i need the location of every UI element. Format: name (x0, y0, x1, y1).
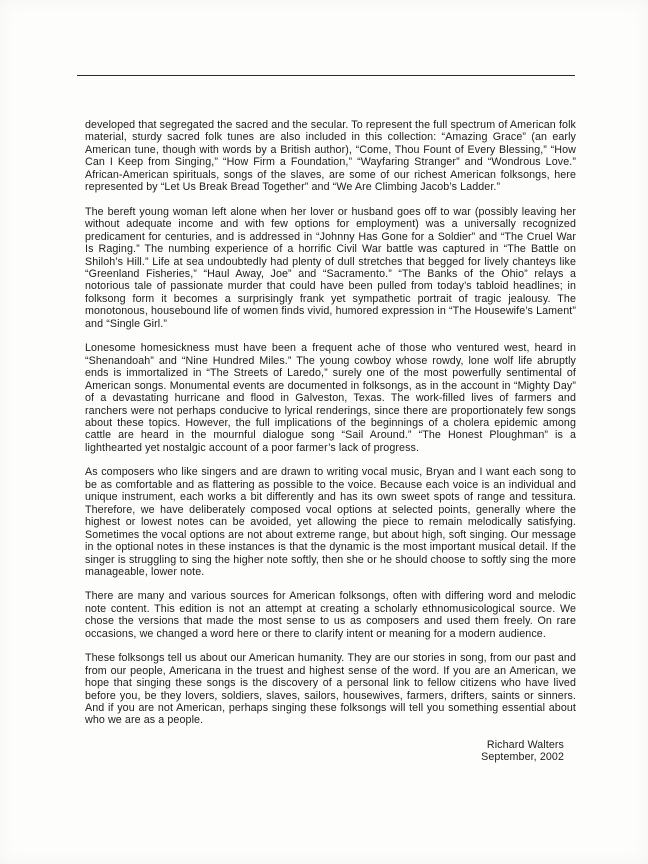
body-paragraph: There are many and various sources for American folksongs, often with differing word and melodic note content. This edition is not an attempt at creating a scholarly ethnomusicological source. We chose the versions that made the most sense to us as composers and used them freely. On rare occasions, we changed a word here or there to clarify intent or meaning for a modern audience. (85, 590, 576, 640)
body-paragraph: developed that segregated the sacred and the secular. To represent the full spectrum of American folk material, sturdy sacred folk tunes are also included in this collection: “Amazing Grace” (an early American tune, though with words by a British author), “Come, Thou Fount of Every Blessing,” “How Can I Keep from Singing,” “How Firm a Foundation,” “Wayfaring Stranger” and “Wondrous Love.” African-American spirituals, songs of the slaves, are some of our richest American folksongs, here represented by “Let Us Break Bread Together” and “We Are Climbing Jacob’s Ladder.” (85, 119, 576, 194)
body-text (85, 119, 576, 764)
signature-name: Richard Walters (486, 738, 564, 751)
signature-block (85, 739, 576, 764)
body-paragraph: As composers who like singers and are drawn to writing vocal music, Bryan and I want each song to be as comfortable and as flattering as possible to the voice. Because each voice is an individual and unique instrument, each works a bit differently and has its own sweet spots of range and tessitura. Therefore, we have deliberately composed vocal options at selected points, generally where the highest or lowest notes can be avoided, yet allowing the piece to remain melodically satisfying. Sometimes the vocal options are not about extreme range, but about high, soft singing. Our message in the optional notes in these instances is that the dynamic is the most important musical detail. If the singer is struggling to sing the higher note softly, then she or he should choose to softly sing the more manageable, lower note. (85, 466, 576, 578)
body-paragraph: These folksongs tell us about our American humanity. They are our stories in song, from our past and from our people, Americana in the truest and highest sense of the word. If you are an American, we hope that singing these songs is the discovery of a personal link to fellow citizens who have lived before you, be they lovers, soldiers, slaves, sailors, housewives, farmers, drifters, saints or sinners. And if you are not American, perhaps singing these folksongs will tell you something essential about who we are as a people. (85, 652, 576, 727)
body-paragraph: Lonesome homesickness must have been a frequent ache of those who ventured west, heard in “Shenandoah” and “Nine Hundred Miles.” The young cowboy whose rowdy, lone wolf life abruptly ends is immortalized in “The Streets of Laredo,” surely one of the most powerfully sentimental of American songs. Monumental events are documented in folksongs, as in the account in “Mighty Day” of a devastating hurricane and flood in Galveston, Texas. The work-filled lives of farmers and ranchers were not perhaps conducive to lyrical renderings, since there are proportionately few songs about these topics. However, the full implications of the beginnings of a cholera epidemic among cattle are heard in the mournful dialogue song “Sail Around.” “The Honest Ploughman” is a lighthearted yet nostalgic account of a poor farmer’s lack of progress. (85, 342, 576, 454)
body-paragraph: The bereft young woman left alone when her lover or husband goes off to war (possibly leaving her without adequate income and with few options for employment) was a universally recognized predicament for centuries, and is addressed in “Johnny Has Gone for a Soldier” and “The Cruel War Is Raging.” The numbing experience of a horrific Civil War battle was captured in “The Battle on Shiloh’s Hill.” Life at sea undoubtedly had plenty of dull stretches that begged for lively chanteys like “Greenland Fisheries,” “Haul Away, Joe” and “Sacramento.” “The Banks of the Ohio” relays a notorious tale of passionate murder that could have been pulled from today’s tabloid headlines; in folksong form it becomes a surprisingly frank yet sympathetic portrait of tragic jealousy. The monotonous, housebound life of women finds vivid, humored expression in “The Housewife’s Lament” and “Single Girl.” (85, 205, 576, 330)
top-rule (77, 75, 575, 76)
signature-date: September, 2002 (481, 751, 564, 764)
